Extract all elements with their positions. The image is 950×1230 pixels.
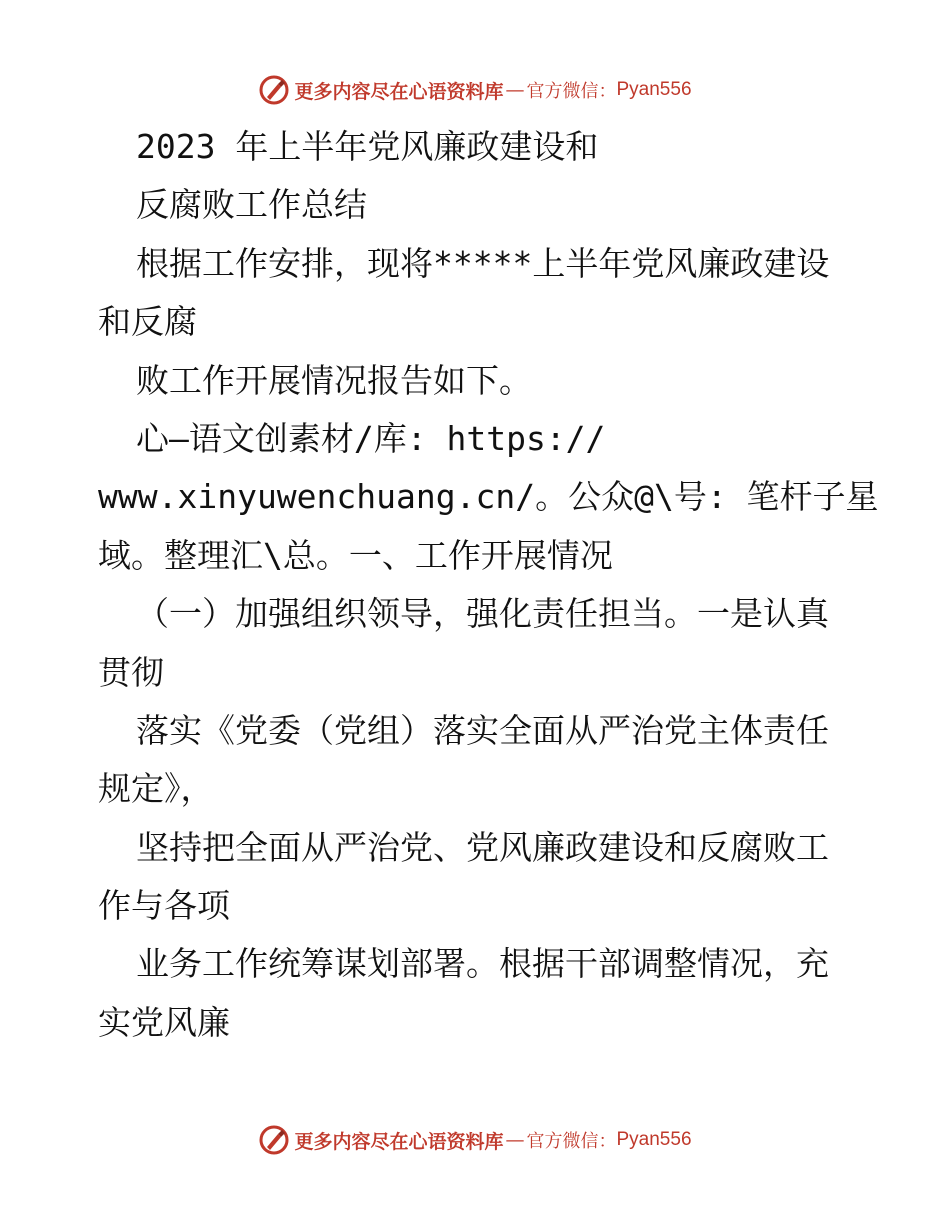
doc-title-line-2: 反腐败工作总结 (136, 185, 367, 225)
doc-title-line-1: 2023 年上半年党风廉政建设和 (136, 127, 599, 166)
banner-separator: — (505, 79, 525, 101)
paragraph-line: 规定》， (98, 769, 214, 809)
banner-wechat-label: 官方微信： (526, 81, 617, 102)
banner-title: 更多内容尽在心语资料库 (294, 80, 504, 103)
header-banner (0, 70, 950, 110)
paragraph-line: 心—语文创素材/库: https:// (136, 418, 606, 458)
paragraph-line: 域。整理汇\总。一、工作开展情况 (98, 535, 613, 575)
paragraph-line: 业务工作统筹谋划部署。根据干部调整情况，充 (136, 944, 829, 984)
paragraph-line: 根据工作安排，现将*****上半年党风廉政建设 (136, 243, 830, 283)
paragraph-line: 败工作开展情况报告如下。 (136, 360, 532, 400)
paragraph-line: 落实《党委（党组）落实全面从严治党主体责任 (136, 710, 829, 750)
paragraph-line: （一）加强组织领导，强化责任担当。一是认真 (136, 594, 829, 634)
pen-logo-icon (258, 1124, 290, 1156)
banner-wechat-id: Pyan556 (616, 79, 692, 100)
banner-separator: — (505, 1129, 525, 1151)
pen-logo-icon (258, 74, 290, 106)
banner-wechat-label: 官方微信： (526, 1131, 617, 1152)
paragraph-line: www.xinyuwenchuang.cn/。公众@\号: 笔杆子星 (98, 477, 879, 517)
paragraph-line: 和反腐 (98, 302, 197, 342)
banner-title: 更多内容尽在心语资料库 (294, 1130, 504, 1153)
paragraph-line: 坚持把全面从严治党、党风廉政建设和反腐败工 (136, 827, 829, 867)
paragraph-line: 作与各项 (98, 886, 230, 926)
banner-wechat-id: Pyan556 (616, 1129, 692, 1150)
paragraph-line: 贯彻 (98, 652, 164, 692)
paragraph-line: 实党风廉 (98, 1002, 230, 1042)
footer-banner (0, 1120, 950, 1160)
document-body (98, 118, 879, 1052)
